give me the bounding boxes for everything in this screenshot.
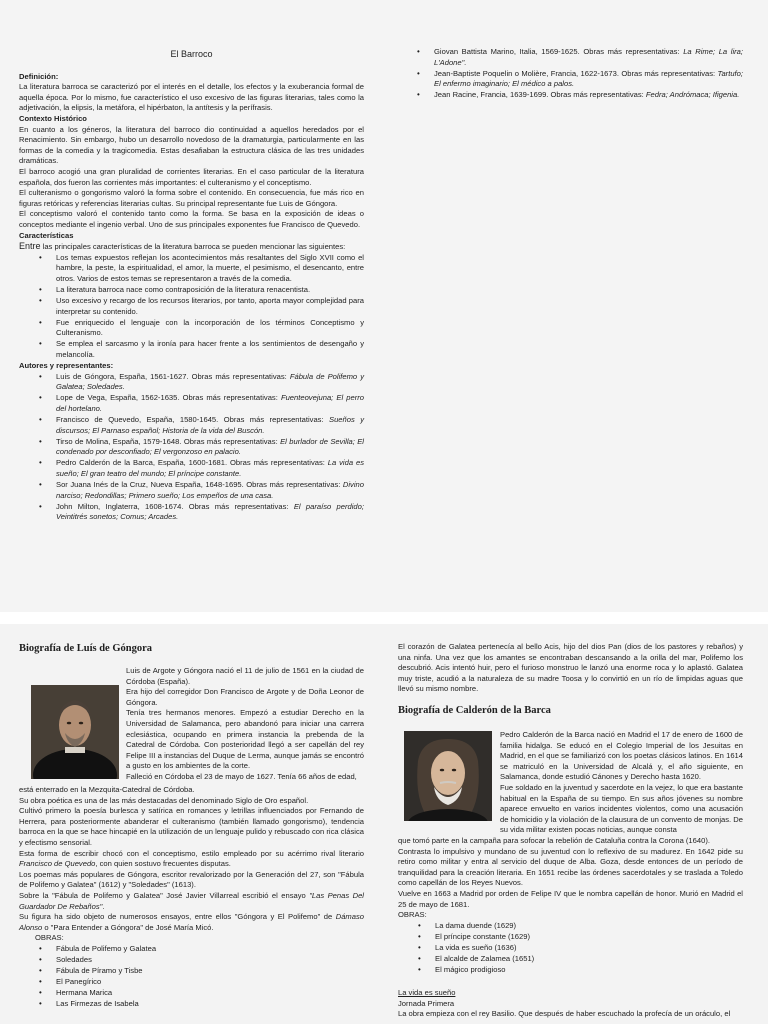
contexto-paragraph: El culteranismo o gongorismo valoró la forma sobre el contenido. En consecuencia, fue más rico en figuras retóricas y referencias literarias cultas. Su principal representante fue Luis de Góngora. [19,188,364,208]
gongora-section [19,644,364,655]
calderon-paragraph: que tomó parte en la campaña para sofocar la rebelión de Cataluña contra la Corona (1640). [398,836,710,845]
gongora-body [19,785,364,1010]
gongora-paragraph: Los poemas más populares de Góngora, escritor revalorizado por la Generación del 27, son "Fábula de Polifemo y Galatea" (1612) y "Soledades" (1613). [19,869,364,890]
author-item [434,69,743,90]
list-item: • Fábula de Píramo y Tisbe [56,966,364,977]
calderon-paragraph: Fue soldado en la juventud y sacerdote en la vejez, lo que era bastante habitual en la España de su tiempo. En sus años jóvenes su nombre aparece envuelto en varios incidentes violentos, como una acusación de homicidio y la violación de la clausura de un convento de monjas. De su vida militar existen pocas noticias, aunque consta [500,782,743,835]
calderon-intro [500,730,743,836]
gongora-obras-list [19,944,364,1010]
author-works: El burlador de Sevilla; El condenado por desconfiado; El vergonzoso en palacio. [56,436,364,457]
jornada-paragraph: La obra empieza con el rey Basilio. Que después de haber escuchado la profecía de un oráculo, el [398,1009,731,1019]
list-item: • La dama duende (1629) [435,921,743,932]
list-item: • Fue enriquecido el lenguaje con la incorporación de los términos Conceptismo y Culteranismo. [56,318,364,339]
author-works: Fedra; Andrómaca; Ifigenia. [645,90,740,100]
gongora-paragraph: Falleció en Córdoba el 23 de mayo de 1627. Tenía 66 años de edad, [126,771,357,781]
list-item: • El alcalde de Zalamea (1651) [435,954,743,965]
contexto-paragraph: El conceptismo valoró el contenido tanto como la forma. Se basa en la exposición de ideas o conceptos mediante el ingenio verbal. Uno de sus principales exponentes fue Francisco de Quevedo. [19,209,364,229]
gongora-paragraph: Tenía tres hermanos menores. Empezó a estudiar Derecho en la Universidad de Salamanca, pero abandonó para iniciar una carrera eclesiástica, ocupando en primera instancia la prebenda de la Catedral de Córdoba. Con posterioridad llegó a ser capellán del rey Felipe III a instancias del Duque de Lerma, aunque jamás se encontró a gusto en los ambientes de la corte. [126,708,364,771]
author-text: Tirso de Molina, España, 1579-1648. Obras más representativas: [56,436,281,446]
author-text: Giovan Battista Marino, Italia, 1569-1625. Obras más representativas: [434,47,684,56]
galatea-paragraph: El corazón de Galatea pertenecía al bello Acis, hijo del dios Pan (dios de los pastores y rebaños) y una ninfa. Una vez que los amantes se encontraban descansando a la orilla del mar, Polifemo los descubrió. Acis intentó huir, pero el furioso monstruo le lanzó una enorme roca y lo aplastó. Galatea muy triste, acudió a la naturaleza de su madre Toosa y lo convirtió en un río de limpidas aguas que llevó su mismo nombre. [398,642,743,694]
author-works: Divino narciso; Redondillas; Primero sueño; Los empeños de una casa. [56,480,364,500]
author-item [56,480,364,501]
list-item: • El Panegírico [56,977,364,988]
gongora-paragraph: Era hijo del corregidor Don Francisco de Argote y de Doña Leonor de Góngora. [126,687,364,707]
calderon-body [398,836,743,1020]
list-item: • La vida es sueño (1636) [435,943,743,954]
list-item: • Se emplea el sarcasmo y la ironía para hacer frente a los sentimientos de desengaño y melancolía. [56,339,364,360]
gongora-quevedo-post: , con quien sostuvo frecuentes disputas. [95,859,231,869]
list-item: • Hermana Marica [56,988,364,999]
author-text: Jean Racine, Francia, 1639-1699. Obras más representativas: [434,90,646,100]
gongora-ensayos-pre: Su figura ha sido objeto de numerosos ensayos, entre ellos "Góngora y El Polifemo" de [19,912,336,922]
list-item: • Uso excesivo y recargo de los recursos literarios, por tanto, aporta mayor complejidad para interpretar su contenido. [56,296,364,317]
galatea-section [398,642,743,695]
gongora-quevedo-name: Francisco de Quevedo [19,859,96,869]
list-item: • Fábula de Polifemo y Galatea [56,944,364,955]
author-item [56,393,364,414]
author-works: Tartufo; El enfermo imaginario; El médico a palos. [434,68,743,89]
caracteristicas-intro-rest: las principales características de la literatura barroca se pueden mencionar las siguientes: [40,242,346,252]
author-text: Sor Juana Inés de la Cruz, Nueva España, 1648-1695. Obras más representativas: [56,480,343,490]
gongora-obras-label: OBRAS: [35,933,64,943]
author-text: Luis de Góngora, España, 1561-1627. Obras más representativas: [56,371,290,381]
gongora-sobre-pre: Sobre la "Fábula de Polifemo y Galatea" José Javier Villarreal escribió el ensayo [19,890,310,900]
author-text: John Milton, Inglaterra, 1608-1674. Obras más representativas: [56,501,294,511]
autores-list-continued [397,47,743,101]
author-item [56,437,364,458]
author-text: Pedro Calderón de la Barca, España, 1600-1681. Obras más representativas: [56,458,328,468]
gongora-sobre-title: "Las Penas Del Guardador De Rebaños" [19,890,364,911]
author-text: Francisco de Quevedo, España, 1580-1645. Obras más representativas: [56,415,330,425]
definicion-text: La literatura barroca se caracterizó por el interés en el detalle, los efectos y la exuberancia formal de aquella época. Por lo mismo, fue característico el uso excesivo de las figuras literarias, tales como la adjetivación, la elipsis, la metáfora, el hipérbaton, la antítesis y la perífrasis. [19,82,364,113]
page1-left-column [19,49,364,524]
calderon-heading: Biografía de Calderón de la Barca [398,705,551,716]
author-works: El paraíso perdido; Veintitrés sonetos; Comus; Arcades. [56,501,364,522]
gongora-paragraph: Cultivó primero la poesía burlesca y satírica en romances y letrillas influenciados por Fernando de Herrera, para posteriormente abanderar el culteranismo (también llamado gongorismo), tendencia barroca en la que se hace hincapié en la utilización de un lenguaje pulido y rebuscado con rica clásica y efectismo sensorial. [19,806,364,847]
list-item: • El príncipe constante (1629) [435,932,743,943]
list-item: • La literatura barroca nace como contraposición de la literatura renacentista. [56,285,364,296]
contexto-paragraph: El barroco acogió una gran pluralidad de corrientes literarias. En el caso particular de la literatura española, dos fueron las corrientes más importantes: el culteranismo y el conceptismo. [19,166,364,187]
gongora-ensayos-author: Dámaso Alonso [19,912,364,932]
jornada-heading: Jornada Primera [398,998,455,1008]
list-item: • Las Firmezas de Isabela [56,999,364,1010]
gongora-paragraph [19,849,364,870]
list-item: • Los temas expuestos reflejan los acontecimientos más resaltantes del Siglo XVII como el hambre, la peste, la espiritualidad, el amor, la muerte, el pesimismo, el desencanto, entre otros. Varios de estos temas se representaron a través de la comedia. [56,253,364,285]
calderon-paragraph: Contrasta lo impulsivo y mundano de su juventud con lo reflexivo de su madurez. En 1642 pide su retiro como militar y entra al servicio del duque de Alba. Goza, desde entonces de un período de tranquilidad para la creación literaria. En 1651 recibe las órdenes sacerdotales y se traslada a Toledo como capellán de los Reyes Nuevos. [398,846,743,888]
caracteristicas-intro [19,241,364,253]
author-item [56,415,364,436]
autores-heading: Autores y representantes: [19,361,114,371]
caracteristicas-heading: Características [19,230,74,240]
author-works: Sueños y discursos; El Parnaso español; Historia de la vida del Buscón. [56,415,364,435]
gongora-paragraph [19,891,364,912]
vida-sueno-title: La vida es sueño [398,988,456,998]
calderon-portrait [404,731,492,821]
gongora-ensayos-post: o "Para Entender a Góngora" de José María Micó. [42,922,214,932]
contexto-heading: Contexto Histórico [19,113,87,123]
gongora-paragraph: Su obra poética es una de las más destacadas del denominado Siglo de Oro español. [19,795,309,805]
caracteristicas-intro-first: Entre [19,241,41,252]
author-works: Fuenteovejuna; El perro del hortelano. [56,393,364,413]
contexto-paragraph: En cuanto a los géneros, la literatura del barroco dio continuidad a aquellos heredados por el Renacimiento. Sin embargo, hubo un desarrollo novedoso de la dramaturgia, particularmente en las formas de la comedia y la tragicomedia. Estas desafiaban la estructura clásica de las tres unidades dramáticas. [19,124,364,166]
list-item: • Soledades [56,955,364,966]
author-item [56,502,364,523]
author-text: Lope de Vega, España, 1562-1635. Obras más representativas: [56,393,281,403]
author-works: La Rime; La lira; L'Adone". [434,47,743,67]
list-item: • El mágico prodigioso [435,965,743,976]
gongora-paragraph: está enterrado en la Mezquita-Catedral de Córdoba. [19,785,195,794]
gongora-heading: Biografía de Luís de Góngora [19,643,153,654]
page-title: El Barroco [170,49,213,59]
calderon-paragraph: Pedro Calderón de la Barca nació en Madrid el 17 de enero de 1600 de familia hidalga. Se educó en el Colegio Imperial de los Jesuitas en Madrid, en el que se familiarizó con los poetas clásicos latinos. En 1614 se matriculó en la Universidad de Alcalá y, el año siguiente, en Salamanca, donde estudió Cánones y Derecho hasta 1620. [500,730,743,782]
gongora-paragraph [19,912,364,933]
gongora-paragraph: Luis de Argote y Góngora nació el 11 de julio de 1561 en la ciudad de Córdoba (España). [126,666,364,686]
calderon-obras-list [398,921,743,976]
page1-right-column [397,47,743,101]
gongora-portrait [31,685,119,779]
author-text: Jean-Baptiste Poquelin o Molière, Francia, 1622-1673. Obras más representativas: [434,68,718,78]
author-item [434,90,743,101]
autores-list [19,372,364,523]
author-works: Fábula de Polifemo y Galatea; Soledades. [56,371,364,392]
gongora-quevedo-pre: Esta forma de escribir chocó con el conceptismo, estilo empleado por su acérrimo rival literario [19,848,364,858]
author-item [56,458,364,479]
author-works: La vida es sueño; El gran teatro del mundo; El príncipe constante. [56,458,364,479]
document-page-2 [0,624,768,1024]
author-item [56,372,364,393]
gongora-intro [126,666,364,783]
definicion-heading: Definición: [19,71,59,81]
calderon-heading-wrap [398,706,743,717]
calderon-obras-label: OBRAS: [398,910,427,920]
calderon-paragraph: Vuelve en 1663 a Madrid por orden de Felipe IV que le nombra capellán de honor. Murió en Madrid el 25 de mayo de 1681. [398,888,743,909]
caracteristicas-list [19,253,364,361]
gongora-sobre-post: . [102,901,105,911]
author-item [434,47,743,68]
